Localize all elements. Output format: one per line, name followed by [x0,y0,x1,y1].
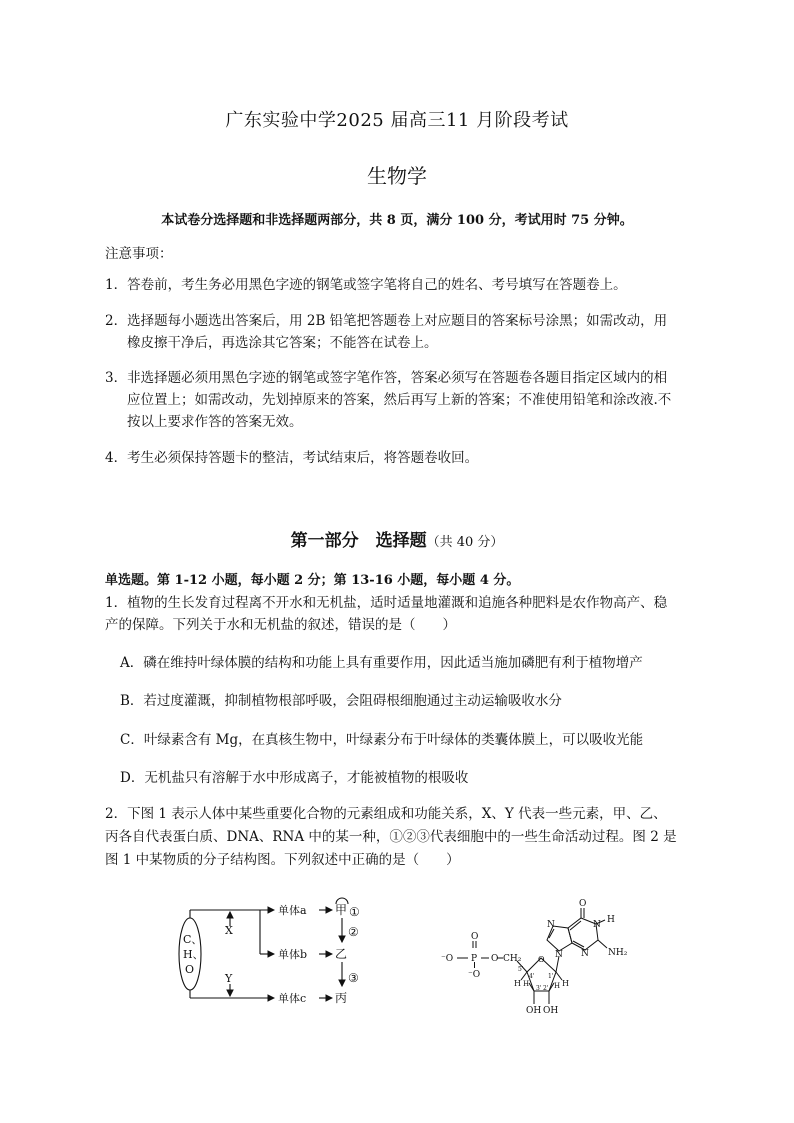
note-item-4: 4．考生必须保持答题卡的整洁，考试结束后，将答题卷收回。 [105,450,479,466]
question-1-option-a: A．磷在维持叶绿体膜的结构和功能上具有重要作用，因此适当施加磷肥有利于植物增产 [120,655,643,671]
monomer-b-label: 单体b [278,948,308,961]
atom-n7: N [547,920,555,930]
group-nh2: NH₂ [608,948,628,958]
element-c: C、 [183,933,203,946]
process-2-label: ② [348,925,359,939]
note-item-3-cont-2: 按以上要求作答的答案无效。 [127,414,303,430]
note-item-1: 1．答卷前，考生务必用黑色字迹的钢笔或签字笔将自己的姓名、考号填写在答题卷上。 [105,277,627,293]
atom-o-minus-left: ⁻O [441,954,454,964]
question-2-stem-cont-2: 图 1 中某物质的分子结构图。下列叙述中正确的是（ ） [105,852,460,868]
element-y-label: Y [225,972,233,985]
molecule-yi-label: 乙 [335,947,348,961]
question-2-stem: 2．下图 1 表示人体中某些重要化合物的元素组成和功能关系，X、Y 代表一些元素，甲、乙、 [105,806,667,822]
exam-intro: 本试卷分选择题和非选择题两部分，共 8 页，满分 100 分，考试用时 75 分钟。 [161,213,633,228]
mcq-heading: 单选题。第 1-12 小题，每小题 2 分；第 13-16 小题，每小题 4 分。 [105,573,520,588]
question-1-option-b: B．若过度灌溉，抑制植物根部呼吸，会阻碍根细胞通过主动运输吸收水分 [120,693,562,709]
atom-h-c2: H [554,982,561,990]
question-1-option-c: C．叶绿素含有 Mg，在真核生物中，叶绿素分布于叶绿体的类囊体膜上，可以吸收光能 [120,732,644,748]
atom-h-n1: H [607,915,615,925]
section-score: （共 40 分） [426,535,504,550]
label-c5: 5' [518,966,524,973]
process-3-label: ③ [348,971,359,985]
notes-heading: 注意事项： [105,246,173,262]
label-c1: 1' [548,973,554,980]
note-item-3: 3．非选择题必须用黑色字迹的钢笔或签字笔作答，答案必须写在答题卷各题目指定区域内的相 [105,370,668,386]
group-ch2: CH₂ [503,954,522,964]
process-1-label: ① [349,905,360,919]
question-1-stem-cont: 产的保障。下列关于水和无机盐的叙述，错误的是（ ） [105,617,456,633]
monomer-a-label: 单体a [278,904,307,917]
section-title: 第一部分 选择题 [290,531,427,551]
atom-o6: O [579,899,587,909]
atom-h-c3: H [523,980,530,988]
figure-1-diagram [170,896,380,1011]
element-x-label: X [225,924,233,937]
element-o: O [185,963,195,976]
question-1-stem: 1．植物的生长发育过程离不开水和无机盐，适时适量地灌溉和追施各种肥料是农作物高产、稳 [105,595,668,611]
group-oh-2: OH [543,1006,559,1016]
section-heading [0,526,794,551]
molecule-jia-label: 甲 [335,903,348,917]
atom-n1: N [593,920,601,930]
element-h: H、 [183,948,204,961]
group-oh-3: OH [526,1006,542,1016]
figure-2-structure [435,896,665,1016]
exam-title: 广东实验中学2025 届高三11 月阶段考试 [225,110,569,131]
atom-ring-o: O [538,955,545,964]
note-item-3-cont: 应位置上；如需改动，先划掉原来的答案，然后再写上新的答案；不准使用铅笔和涂改液.不 [127,392,672,408]
label-c2: 2' [543,985,549,992]
subject-title: 生物学 [367,164,427,188]
note-item-2: 2．选择题每小题选出答案后，用 2B 铅笔把答题卷上对应题目的答案标号涂黑；如需改动，用 [105,313,668,329]
atom-p: P [471,954,478,964]
atom-o-top: O [471,932,479,942]
note-item-2-cont: 橡皮擦干净后，再选涂其它答案；不能答在试卷上。 [127,335,438,351]
atom-h-c4: H [514,979,521,988]
atom-n9: N [555,950,563,960]
monomer-c-label: 单体c [278,992,307,1005]
question-1-option-d: D．无机盐只有溶解于水中形成离子，才能被植物的根吸收 [120,770,469,786]
atom-n3: N [581,949,589,959]
label-c4: 4' [529,973,535,980]
label-c3: 3' [536,985,542,992]
atom-o-bridge: O [491,954,499,964]
atom-o-minus-bottom: ⁻O [468,970,481,980]
atom-h-c1: H [562,979,569,988]
molecule-bing-label: 丙 [335,991,348,1005]
question-2-stem-cont: 丙各自代表蛋白质、DNA、RNA 中的某一种，①②③代表细胞中的一些生命活动过程。图 2 是 [105,829,677,845]
